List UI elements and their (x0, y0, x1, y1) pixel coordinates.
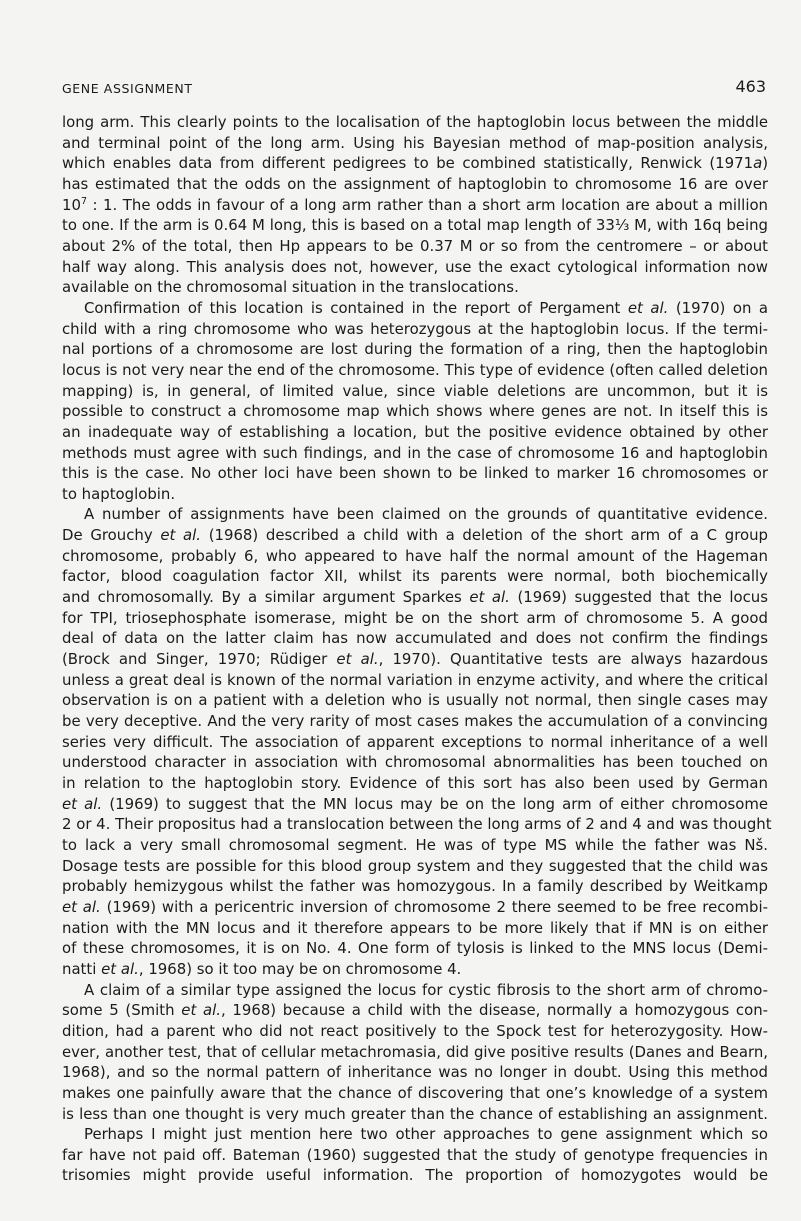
text-line (62, 918, 768, 939)
text-segment: half way along. This analysis does not, however, use the exact cytological information now (62, 257, 768, 276)
text-segment: probably hemizygous whilst the father was homozygous. In a family described by Weitkamp (62, 877, 768, 896)
superscript: 7 (80, 195, 87, 207)
text-line (62, 112, 768, 133)
text-line (62, 319, 768, 340)
italic-text: et al. (469, 588, 510, 607)
italic-text: et al. (62, 794, 103, 813)
text-line (62, 835, 768, 856)
text-line (62, 215, 768, 236)
text-line (62, 814, 772, 835)
text-line (62, 195, 768, 216)
text-line (62, 298, 768, 319)
text-line (62, 236, 768, 257)
paragraph (62, 1124, 768, 1186)
text-line (62, 504, 768, 525)
running-head (62, 70, 766, 96)
text-segment: an inadequate way of establishing a location, but the positive evidence obtained by other (62, 422, 768, 441)
text-line (62, 959, 768, 980)
italic-text: et al. (336, 650, 379, 669)
text-segment: (1969) with a pericentric inversion of chromosome 2 there seemed to be free recombi- (100, 897, 768, 916)
italic-text: et al. (627, 298, 669, 317)
text-line (62, 381, 768, 402)
paragraph (62, 112, 768, 298)
italic-text: et al. (160, 526, 202, 545)
text-line (62, 690, 768, 711)
text-segment: child with a ring chromosome who was heterozygous at the haptoglobin locus. If the termi- (62, 319, 768, 338)
text-line (62, 277, 768, 298)
text-segment: mapping) is, in general, of limited value, since viable deletions are uncommon, but it is (62, 381, 768, 400)
text-line (62, 897, 768, 918)
text-line (62, 587, 768, 608)
text-segment: understood character in association with chromosomal abnormalities has been touched on (62, 753, 768, 772)
text-segment: makes one painfully aware that the chance of discovering that one’s knowledge of a system (62, 1083, 768, 1102)
text-line (62, 752, 768, 773)
text-segment: , 1970). Quantitative tests are always hazardous (378, 650, 768, 669)
italic-text: et al. (101, 959, 139, 978)
text-line (62, 670, 768, 691)
text-segment: chromosome, probably 6, who appeared to have half the normal amount of the Hageman (62, 546, 768, 565)
text-segment: nal portions of a chromosome are lost during the formation of a ring, then the haptoglobin (62, 340, 768, 359)
text-segment: this is the case. No other loci have been shown to be linked to marker 16 chromosomes or (62, 464, 768, 483)
text-segment: Confirmation of this location is contained in the report of Pergament (84, 298, 628, 317)
text-line (62, 443, 768, 464)
text-line (62, 1021, 768, 1042)
text-line (62, 422, 768, 443)
text-segment: be very deceptive. And the very rarity of most cases makes the accumulation of a convincing (62, 712, 768, 731)
text-segment: ever, another test, that of cellular metachromasia, did give positive results (Danes and Bearn, (62, 1042, 768, 1061)
text-segment: trisomies might provide useful information. The proportion of homozygotes would be (62, 1166, 768, 1185)
text-line (62, 174, 768, 195)
text-segment: (Brock and Singer, 1970; Rüdiger (62, 650, 337, 669)
text-line (62, 566, 768, 587)
text-segment: , 1968) because a child with the disease, normally a homozygous con- (220, 1001, 769, 1020)
text-segment: to haptoglobin. (62, 484, 176, 503)
text-line (62, 773, 768, 794)
text-line (62, 339, 768, 360)
text-line (62, 732, 768, 753)
text-line (62, 360, 768, 381)
text-segment: and terminal point of the long arm. Using his Bayesian method of map-position analysis, (62, 133, 768, 152)
text-line (62, 794, 768, 815)
text-segment: series very difficult. The association of apparent exceptions to normal inheritance of a well (62, 732, 768, 751)
text-segment: which enables data from different pedigrees to be combined statistically, Renwick (1971 (62, 154, 754, 173)
text-segment: factor, blood coagulation factor XII, whilst its parents were normal, both biochemically (62, 567, 768, 586)
text-line (62, 133, 768, 154)
text-segment: methods must agree with such findings, and in the case of chromosome 16 and haptoglobin (62, 443, 768, 462)
text-line (62, 1145, 768, 1166)
text-segment: some 5 (Smith (62, 1001, 182, 1020)
text-segment: A number of assignments have been claimed on the grounds of quantitative evidence. (84, 505, 768, 524)
text-line (62, 649, 768, 670)
text-segment: , 1968) so it too may be on chromosome 4. (138, 959, 462, 978)
text-segment: ) (762, 154, 768, 173)
text-segment: long arm. This clearly points to the localisation of the haptoglobin locus between the middle (62, 113, 768, 131)
text-segment: deal of data on the latter claim has now accumulated and does not confirm the findings (62, 629, 768, 648)
text-segment: has estimated that the odds on the assignment of haptoglobin to chromosome 16 are over (62, 174, 768, 193)
paragraph (62, 980, 768, 1125)
running-title: GENE ASSIGNMENT (62, 81, 193, 96)
text-line (62, 1083, 768, 1104)
page-number: 463 (735, 77, 766, 96)
text-segment: (1969) to suggest that the MN locus may be on the long arm of either chromosome (102, 794, 769, 813)
text-segment: : 1. The odds in favour of a long arm rather than a short arm location are about a million (87, 195, 768, 214)
text-segment: to lack a very small chromosomal segment. He was of type MS while the father was Nš. (62, 835, 768, 854)
text-line (62, 1165, 768, 1186)
text-segment: and chromosomally. By a similar argument Sparkes (62, 588, 470, 607)
text-segment: far have not paid off. Bateman (1960) suggested that the study of genotype frequencies in (62, 1145, 768, 1164)
text-segment: nation with the MN locus and it therefore appears to be more likely that if MN is on either (62, 918, 768, 937)
text-segment: observation is on a patient with a deletion who is usually not normal, then single cases may (62, 691, 768, 710)
text-segment: Perhaps I might just mention here two other approaches to gene assignment which so (84, 1125, 768, 1144)
text-line (62, 1062, 768, 1083)
text-line (62, 938, 768, 959)
text-line (62, 1042, 768, 1063)
text-line (62, 876, 768, 897)
text-segment: (1969) suggested that the locus (509, 588, 768, 607)
italic-text: et al. (181, 1001, 221, 1020)
text-segment: unless a great deal is known of the normal variation in enzyme activity, and where the critical (62, 670, 768, 689)
text-line (62, 980, 768, 1001)
text-segment: for TPI, triosephosphate isomerase, might be on the short arm of chromosome 5. A good (62, 608, 768, 627)
text-line (62, 546, 768, 567)
text-segment: locus is not very near the end of the chromosome. This type of evidence (often called deletion (62, 360, 768, 379)
paragraph (62, 504, 772, 979)
text-segment: Dosage tests are possible for this blood group system and they suggested that the child was (62, 856, 768, 875)
text-segment: 1968), and so the normal pattern of inheritance was no longer in doubt. Using this method (62, 1063, 768, 1082)
text-segment: in relation to the haptoglobin story. Evidence of this sort has also been used by German (62, 774, 768, 792)
text-segment: dition, had a parent who did not react positively to the Spock test for heterozygosity. How- (62, 1021, 768, 1040)
text-line (62, 1124, 768, 1145)
text-segment: possible to construct a chromosome map which shows where genes are not. In itself this is (62, 402, 768, 421)
text-line (62, 463, 768, 484)
text-segment: natti (62, 959, 102, 978)
text-segment: A claim of a similar type assigned the locus for cystic fibrosis to the short arm of chromo- (84, 980, 768, 999)
text-line (62, 484, 768, 505)
text-segment: to one. If the arm is 0.64 M long, this is based on a total map length of 33⅓ M, with 16q being (62, 216, 768, 235)
text-segment: (1968) described a child with a deletion of the short arm of a C group (201, 526, 768, 545)
text-segment: of these chromosomes, it is on No. 4. One form of tylosis is linked to the MNS locus (Demi- (62, 939, 768, 958)
text-segment: available on the chromosomal situation in the translocations. (62, 278, 519, 297)
text-line (62, 401, 768, 422)
text-segment: is less than one thought is very much greater than the chance of establishing an assignment. (62, 1104, 768, 1123)
text-line (62, 856, 768, 877)
italic-text: et al. (62, 897, 101, 916)
text-segment: (1970) on a (668, 298, 768, 317)
text-line (62, 711, 768, 732)
text-segment: 10 (62, 195, 81, 214)
text-line (62, 257, 768, 278)
text-segment: De Grouchy (62, 526, 161, 545)
text-line (62, 628, 768, 649)
paragraph (62, 298, 768, 505)
text-line (62, 1104, 768, 1125)
body-text (62, 112, 772, 1186)
italic-text: a (753, 154, 763, 173)
text-line (62, 608, 768, 629)
text-line (62, 525, 768, 546)
text-line (62, 153, 768, 174)
text-line (62, 1000, 768, 1021)
text-segment: 2 or 4. Their propositus had a translocation between the long arms of 2 and 4 and was thought (62, 815, 772, 834)
text-segment: about 2% of the total, then Hp appears to be 0.37 M or so from the centromere – or about (62, 236, 768, 255)
